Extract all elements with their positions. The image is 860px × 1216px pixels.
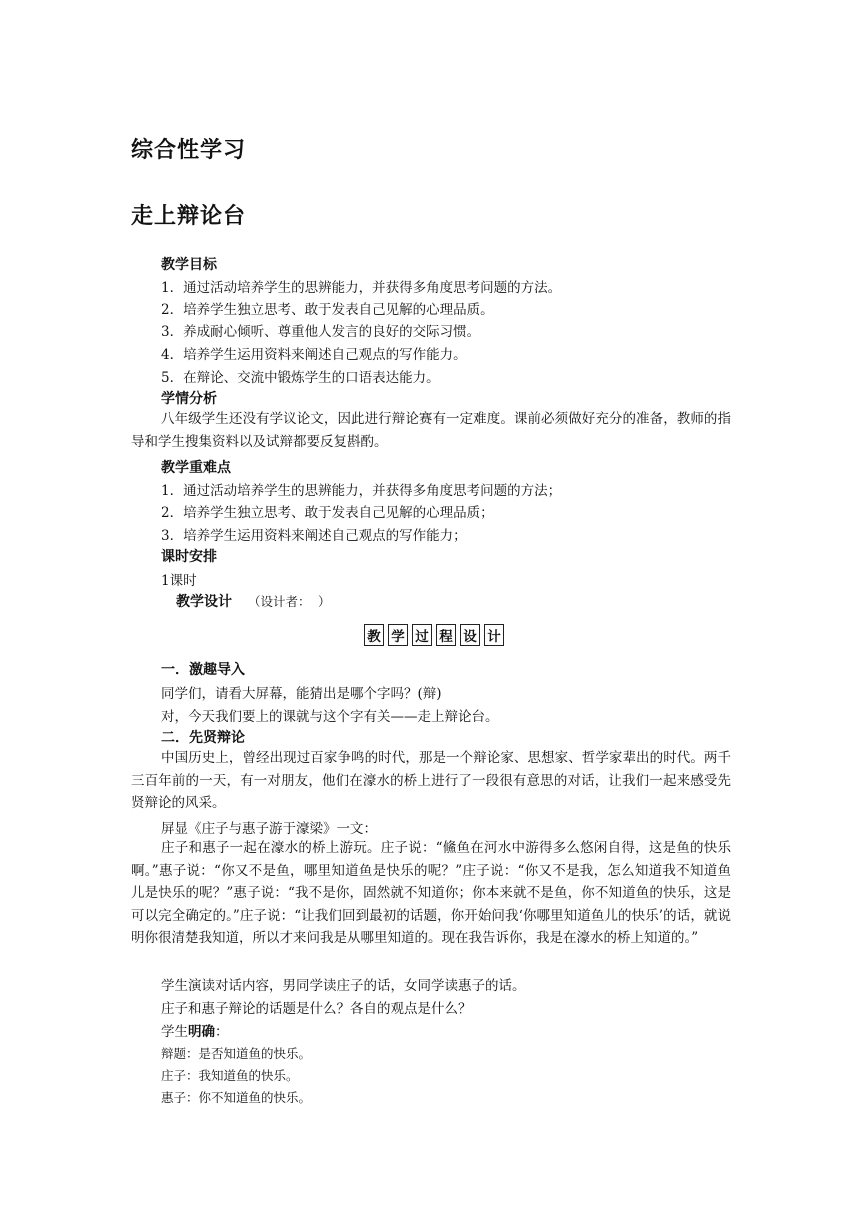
answer-huizi: 惠子：你不知道鱼的快乐。 bbox=[161, 1090, 312, 1105]
key-point-item: 3．培养学生运用资料来阐述自己观点的写作能力； bbox=[161, 528, 467, 544]
clarify-suffix: ： bbox=[215, 1024, 229, 1040]
document-heading-debate: 走上辩论台 bbox=[131, 204, 247, 229]
intro-line: 对，今天我们要上的课就与这个字有关——走上辩论台。 bbox=[161, 709, 499, 725]
part-title-intro: 一．激趣导入 bbox=[161, 662, 245, 678]
process-char-box: 过 bbox=[412, 624, 432, 646]
section-title-design: 教学设计 bbox=[176, 594, 232, 610]
analysis-paragraph: 八年级学生还没有学议论文，因此进行辩论赛有一定难度。课前必须做好充分的准备，教师的指导和学生搜集资料以及试辩都要反复斟酌。 bbox=[131, 411, 731, 450]
process-char-box: 计 bbox=[484, 624, 504, 646]
dialogue-paragraph: 庄子和惠子一起在濠水的桥上游玩。庄子说：“鯈鱼在河水中游得多么悠闲自得，这是鱼的快乐啊。”惠子说：“你又不是鱼，哪里知道鱼是快乐的呢？”庄子说：“你又不是我，怎么知道我不知道鱼儿是快乐的呢？”惠子说：“我不是你，固然就不知道你；你本来就不是鱼，你不知道鱼的快乐，这是可以完全确定的。”庄子说：“让我们回到最初的话题，你开始问我‘你哪里知道鱼儿的快乐’的话，就说明你很清楚我知道，所以才来问我是从哪里知道的。现在我告诉你，我是在濠水的桥上知道的。” bbox=[131, 840, 731, 946]
design-title-row bbox=[176, 591, 331, 611]
history-paragraph: 中国历史上，曾经出现过百家争鸣的时代，那是一个辩论家、思想家、哲学家辈出的时代。两千三百年前的一天，有一对朋友，他们在濠水的桥上进行了一段很有意思的对话，让我们一起来感受先贤辩论的风采。 bbox=[131, 750, 731, 811]
process-char-box: 设 bbox=[460, 624, 480, 646]
process-title-boxes bbox=[364, 624, 504, 646]
designer-note: （设计者： ） bbox=[248, 594, 331, 609]
section-title-key-points: 教学重难点 bbox=[161, 460, 231, 476]
discussion-question: 庄子和惠子辩论的话题是什么？各自的观点是什么？ bbox=[161, 1001, 472, 1017]
key-point-item: 2．培养学生独立思考、敢于发表自己见解的心理品质； bbox=[161, 505, 494, 521]
clarify-label bbox=[161, 1020, 229, 1040]
intro-line: 同学们，请看大屏幕，能猜出是哪个字吗？(辩) bbox=[161, 686, 442, 702]
answer-debate-topic: 辩题：是否知道鱼的快乐。 bbox=[161, 1046, 312, 1061]
document-heading-comprehensive-study: 综合性学习 bbox=[131, 138, 247, 163]
screen-display-line: 屏显《庄子与惠子游于濠梁》一文： bbox=[161, 821, 377, 837]
objective-item: 4．培养学生运用资料来阐述自己观点的写作能力。 bbox=[161, 347, 467, 363]
clarify-bold: 明确 bbox=[188, 1024, 215, 1040]
answer-zhuangzi: 庄子：我知道鱼的快乐。 bbox=[161, 1068, 299, 1083]
objective-item: 2．培养学生独立思考、敢于发表自己见解的心理品质。 bbox=[161, 302, 494, 318]
process-char-box: 程 bbox=[436, 624, 456, 646]
reading-instruction: 学生演读对话内容，男同学读庄子的话，女同学读惠子的话。 bbox=[161, 978, 526, 994]
process-char-box: 教 bbox=[364, 624, 384, 646]
section-title-objectives: 教学目标 bbox=[161, 257, 217, 273]
objective-item: 5．在辩论、交流中锻炼学生的口语表达能力。 bbox=[161, 370, 440, 386]
process-char-box: 学 bbox=[388, 624, 408, 646]
objective-item: 1．通过活动培养学生的思辨能力，并获得多角度思考问题的方法。 bbox=[161, 280, 562, 296]
key-point-item: 1．通过活动培养学生的思辨能力，并获得多角度思考问题的方法； bbox=[161, 483, 562, 499]
schedule-value: 1课时 bbox=[161, 573, 197, 589]
objective-item: 3．养成耐心倾听、尊重他人发言的良好的交际习惯。 bbox=[161, 324, 481, 340]
section-title-analysis: 学情分析 bbox=[161, 391, 217, 407]
section-title-schedule: 课时安排 bbox=[161, 549, 217, 565]
clarify-prefix: 学生 bbox=[161, 1024, 188, 1040]
part-title-sage-debate: 二．先贤辩论 bbox=[161, 730, 245, 746]
